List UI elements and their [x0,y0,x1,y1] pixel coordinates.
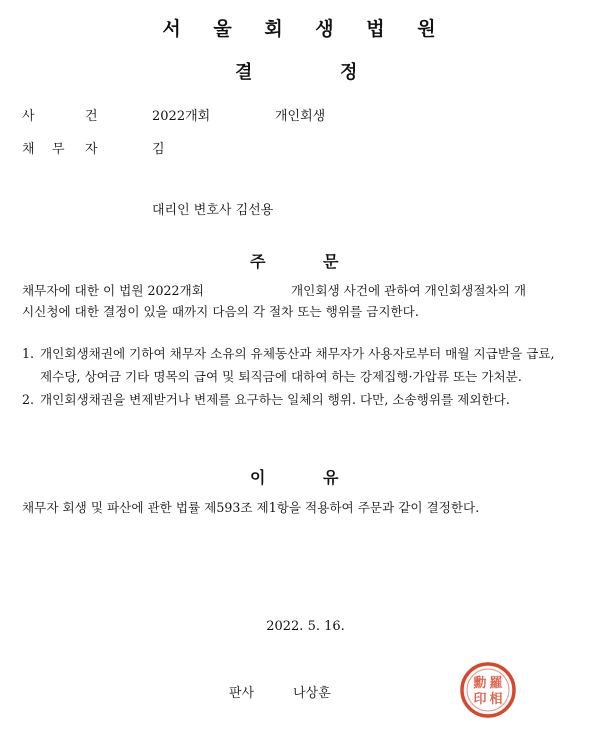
legal-agent: 대리인 변호사 김선용 [152,203,274,218]
judge-title: 판사 [229,686,255,701]
order-heading-char-2: 문 [323,252,339,271]
svg-text:勳: 勳 [473,676,487,691]
list-item [22,342,570,388]
document-type-char-1: 결 [235,62,253,83]
svg-text:印: 印 [473,692,487,707]
judge-seal-stamp [458,660,518,724]
case-number: 2022개회 [152,109,211,124]
case-type: 개인회생 [275,109,326,124]
svg-text:相: 相 [489,692,503,707]
order-heading-char-1: 주 [250,252,266,271]
judge-name: 나상훈 [293,686,331,701]
seal-icon [458,660,518,720]
list-item [22,388,570,411]
reason-text: 채무자 회생 및 파산에 관한 법률 제593조 제1항을 적용하여 주문과 같이 결정한다. [22,500,480,515]
list-item-text: 개인회생채권에 기하여 채무자 소유의 유체동산과 채무자가 사용자로부터 매월 지급받을 급료, 제수당, 상여금 기타 명목의 급여 및 퇴직금에 대하여 하는 강제집행·가압류 또는 가처분. [40,346,555,384]
order-intro-line1-part1: 채무자에 대한 이 법원 2022개회 [22,283,204,298]
decision-date: 2022. 5. 16. [266,619,345,634]
svg-text:羅: 羅 [489,676,503,691]
list-item-number: 1. [22,346,35,361]
order-items-list [22,342,570,411]
debtor-label-char-3: 자 [85,142,98,157]
order-intro-line2: 시신청에 대한 결정이 있을 때까지 다음의 각 절차 또는 행위를 금지한다. [22,304,419,319]
debtor-name: 김 [152,142,165,157]
debtor-label-char-2: 무 [52,142,65,157]
debtor-label-char-1: 채 [22,142,35,157]
list-item-text: 개인회생채권을 변제받거나 변제를 요구하는 일체의 행위. 다만, 소송행위를 제외한다. [40,392,510,407]
reason-heading-char-2: 유 [323,468,339,487]
order-intro-line1-part2: 개인회생 사건에 관하여 개인회생절차의 개 [291,283,526,298]
court-name: 서 울 회 생 법 원 [162,18,449,40]
case-label-char-1: 사 [22,109,35,124]
document-type-char-2: 정 [340,62,358,83]
list-item-number: 2. [22,392,35,407]
case-label-char-2: 건 [85,109,98,124]
reason-heading-char-1: 이 [250,468,266,487]
